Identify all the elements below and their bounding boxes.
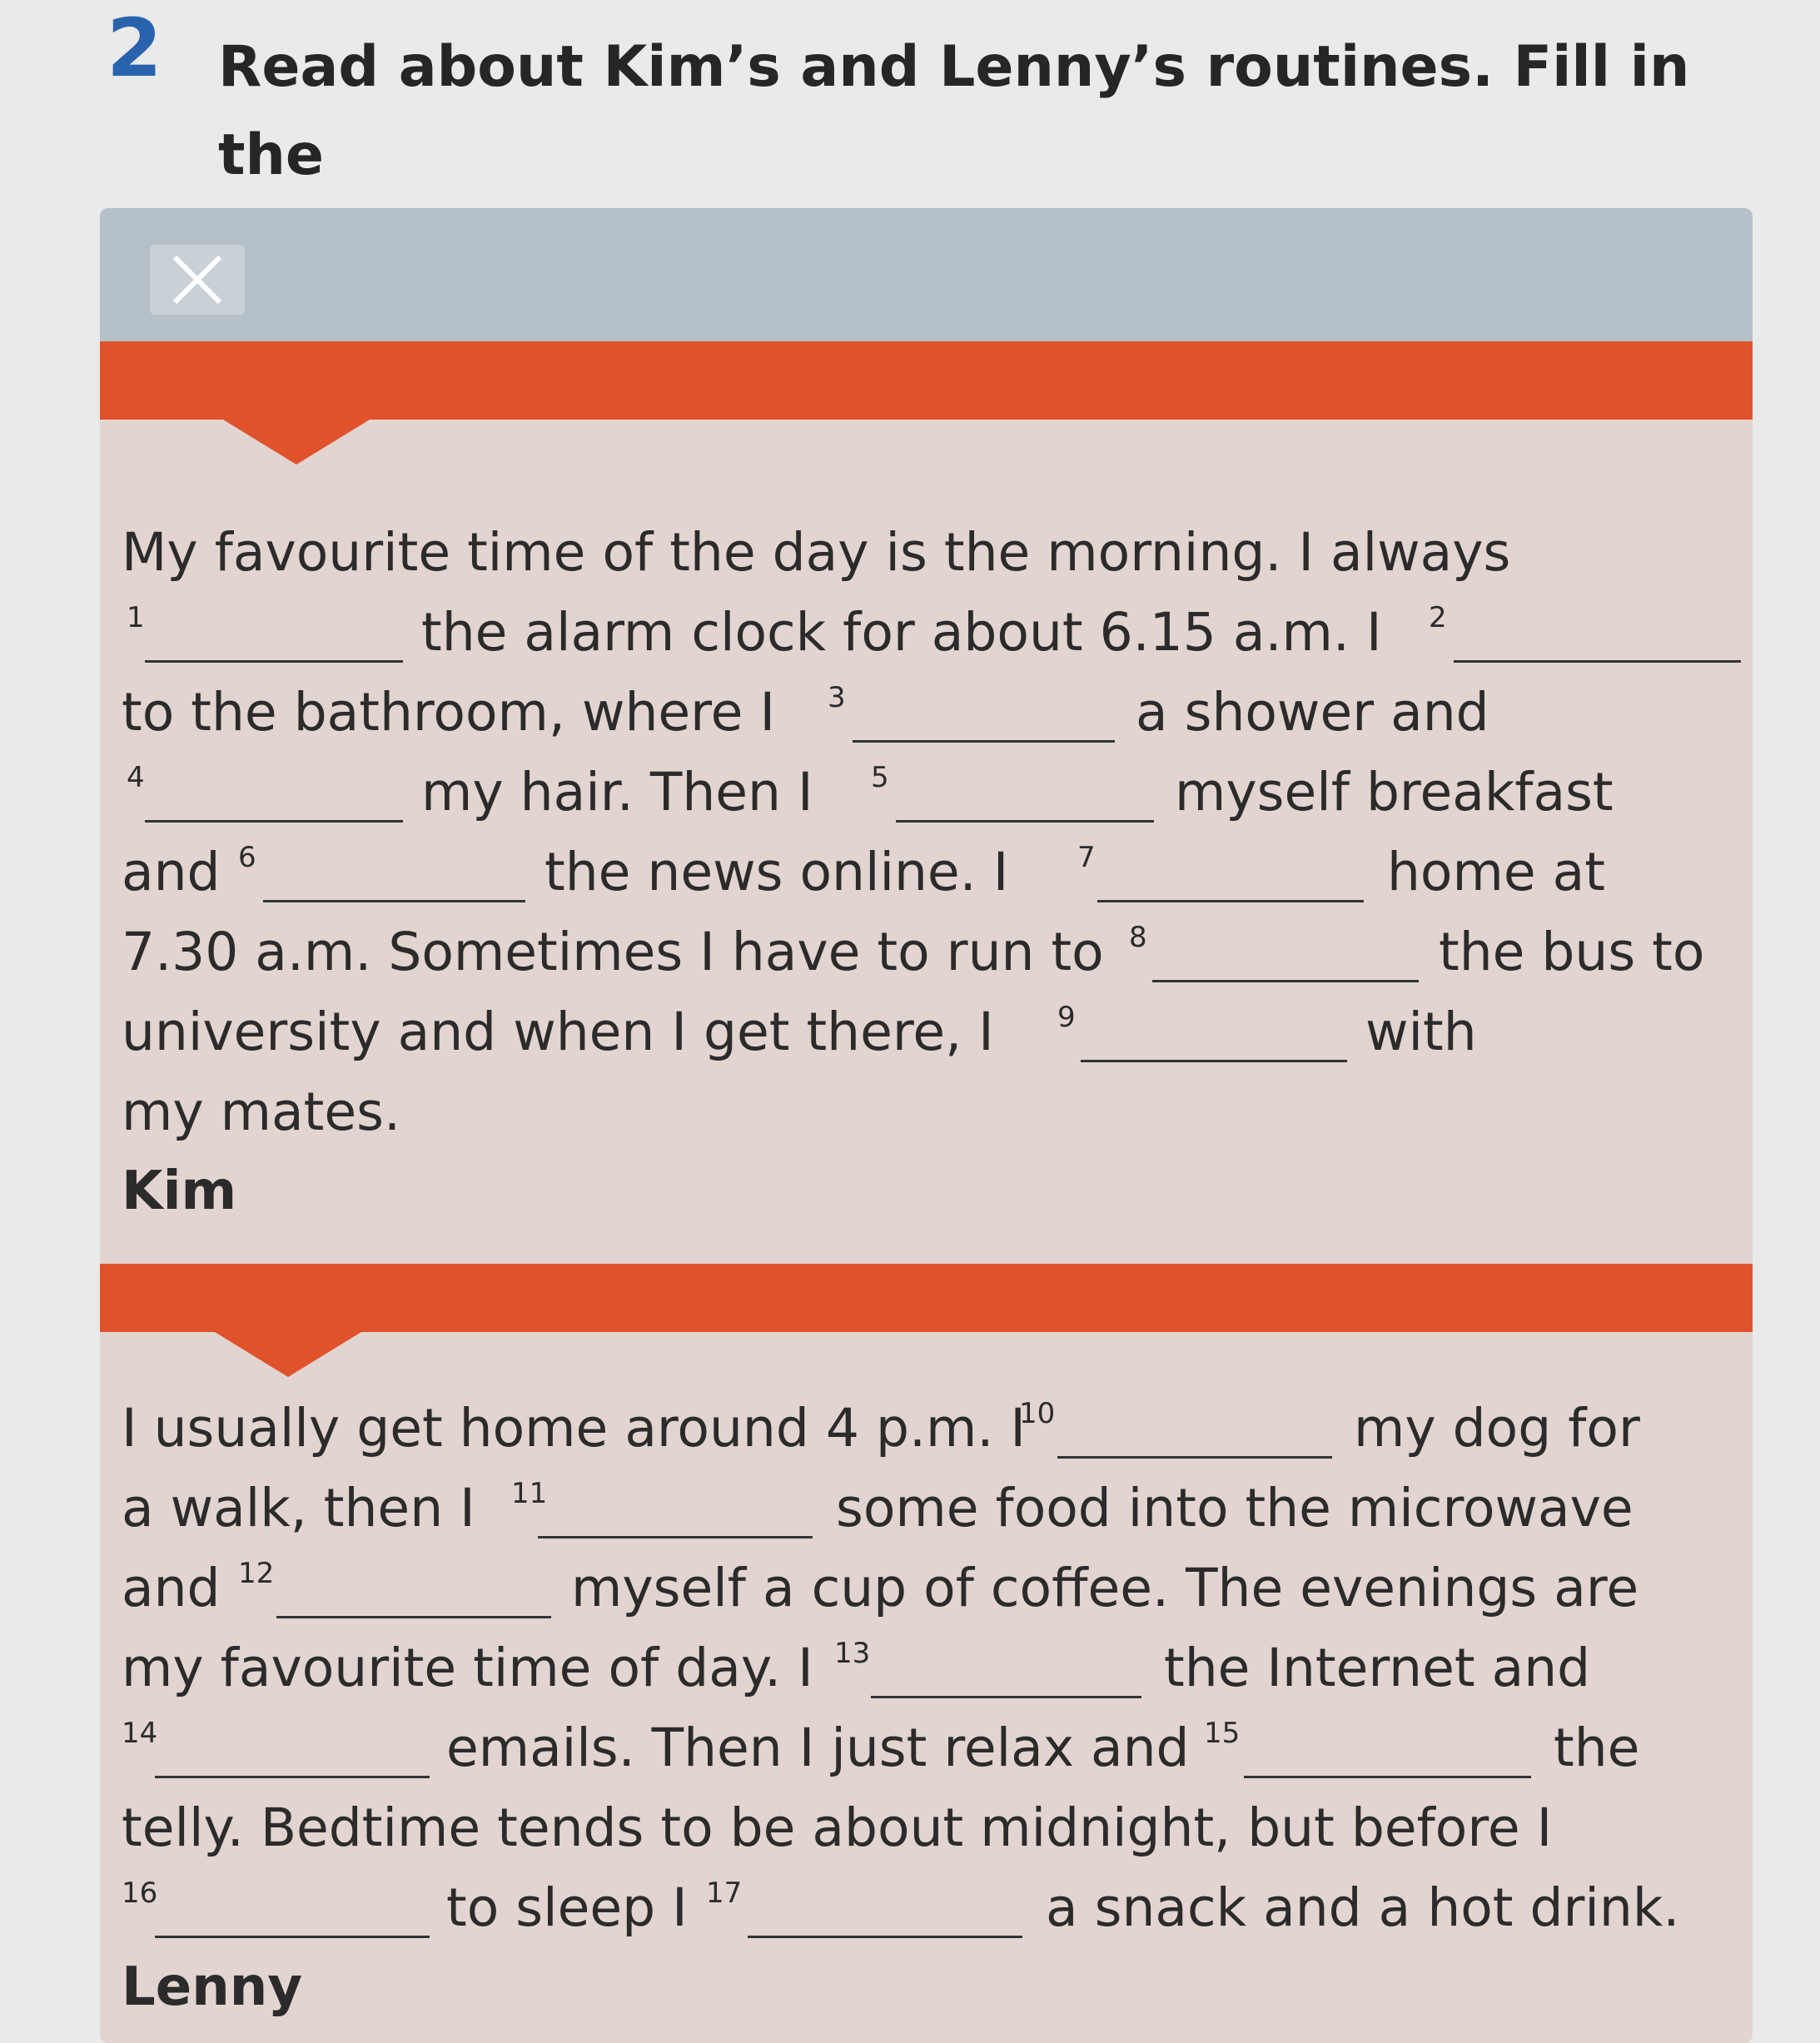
gap-number: 10	[1019, 1397, 1056, 1430]
gap-number: 5	[871, 761, 889, 794]
reading-card	[100, 208, 1753, 2043]
gap-4[interactable]	[145, 820, 403, 823]
kim-text	[122, 514, 1737, 1234]
close-button[interactable]	[150, 245, 245, 315]
text: university and when I get there, I	[122, 1002, 994, 1062]
text: I usually get home around 4 p.m. I	[122, 1398, 1026, 1459]
gap-16[interactable]	[155, 1936, 430, 1938]
lenny-line-7	[122, 1870, 1737, 1950]
kim-line-6	[122, 914, 1737, 994]
lenny-line-3	[122, 1550, 1737, 1630]
gap-13[interactable]	[871, 1696, 1141, 1698]
kim-signature-line	[122, 1154, 1737, 1234]
gap-7[interactable]	[1097, 900, 1364, 902]
text: and	[122, 842, 221, 902]
kim-line-5	[122, 834, 1737, 914]
card-header	[100, 208, 1753, 356]
gap-10[interactable]	[1057, 1456, 1332, 1459]
text: the alarm clock for about 6.15 a.m. I	[421, 602, 1382, 663]
text: to the bathroom, where I	[122, 682, 776, 743]
gap-1[interactable]	[145, 660, 403, 663]
kim-line-8	[122, 1074, 1737, 1154]
gap-2[interactable]	[1454, 660, 1741, 663]
exercise-number: 2	[107, 2, 162, 95]
text: my mates.	[122, 1081, 400, 1142]
lenny-line-6	[122, 1790, 1737, 1870]
gap-number: 8	[1129, 921, 1147, 954]
text: with	[1365, 1002, 1477, 1062]
gap-11[interactable]	[538, 1536, 813, 1538]
text: 7.30 a.m. Sometimes I have to run to	[122, 922, 1104, 982]
text: the Internet and	[1164, 1638, 1591, 1698]
kim-banner	[100, 341, 1753, 420]
text: a snack and a hot drink.	[1046, 1877, 1680, 1938]
gap-6[interactable]	[263, 900, 525, 902]
text: my favourite time of day. I	[122, 1638, 813, 1698]
gap-number: 14	[122, 1717, 158, 1750]
lenny-line-4	[122, 1630, 1737, 1710]
gap-number: 16	[122, 1876, 158, 1910]
gap-17[interactable]	[748, 1936, 1022, 1938]
lenny-banner-pointer	[215, 1332, 361, 1377]
instruction-line-1: Read about Kim’s and Lenny’s routines. Fill in the	[218, 34, 1690, 188]
gap-12[interactable]	[276, 1616, 551, 1618]
text: telly. Bedtime tends to be about midnight, but before I	[122, 1797, 1553, 1858]
gap-number: 7	[1077, 841, 1096, 874]
lenny-signature: Lenny	[122, 1956, 303, 2018]
gap-number: 6	[238, 841, 256, 874]
gap-number: 11	[511, 1477, 548, 1510]
lenny-line-2	[122, 1470, 1737, 1550]
gap-number: 2	[1429, 601, 1447, 634]
gap-14[interactable]	[155, 1776, 430, 1778]
gap-5[interactable]	[896, 820, 1154, 823]
gap-number: 12	[238, 1557, 275, 1590]
gap-number: 15	[1204, 1717, 1241, 1750]
text: a walk, then I	[122, 1478, 475, 1538]
text: my dog for	[1354, 1398, 1640, 1459]
text: to sleep I	[446, 1877, 688, 1938]
text: the news online. I	[545, 842, 1009, 902]
text: my hair. Then I	[421, 762, 813, 823]
text: the	[1554, 1717, 1640, 1778]
kim-line-4	[122, 754, 1737, 834]
gap-3[interactable]	[853, 740, 1115, 743]
kim-line-2	[122, 594, 1737, 674]
text: My favourite time of the day is the morning. I always	[122, 522, 1511, 583]
gap-number: 3	[828, 681, 846, 714]
lenny-text	[122, 1390, 1737, 2030]
text: home at	[1387, 842, 1605, 902]
lenny-line-5	[122, 1710, 1737, 1790]
gap-number: 9	[1057, 1001, 1076, 1034]
kim-line-3	[122, 674, 1737, 754]
kim-banner-pointer	[223, 420, 370, 465]
gap-9[interactable]	[1081, 1060, 1347, 1062]
text: myself breakfast	[1175, 762, 1614, 823]
gap-8[interactable]	[1152, 980, 1419, 982]
lenny-signature-line	[122, 1950, 1737, 2030]
kim-signature: Kim	[122, 1161, 237, 1222]
gap-number: 17	[706, 1876, 743, 1910]
close-icon	[168, 251, 226, 309]
gap-number: 13	[834, 1637, 871, 1670]
gap-15[interactable]	[1244, 1776, 1531, 1778]
gap-number: 1	[127, 601, 145, 634]
text: the bus to	[1439, 922, 1705, 982]
lenny-line-1	[122, 1390, 1737, 1470]
kim-line-1	[122, 514, 1737, 594]
text: some food into the microwave	[836, 1478, 1634, 1538]
kim-line-7	[122, 994, 1737, 1074]
text: and	[122, 1558, 221, 1618]
text: a shower and	[1136, 682, 1489, 743]
text: myself a cup of coffee. The evenings are	[571, 1558, 1639, 1618]
gap-number: 4	[127, 761, 145, 794]
text: emails. Then I just relax and	[446, 1717, 1190, 1778]
lenny-banner	[100, 1264, 1753, 1332]
